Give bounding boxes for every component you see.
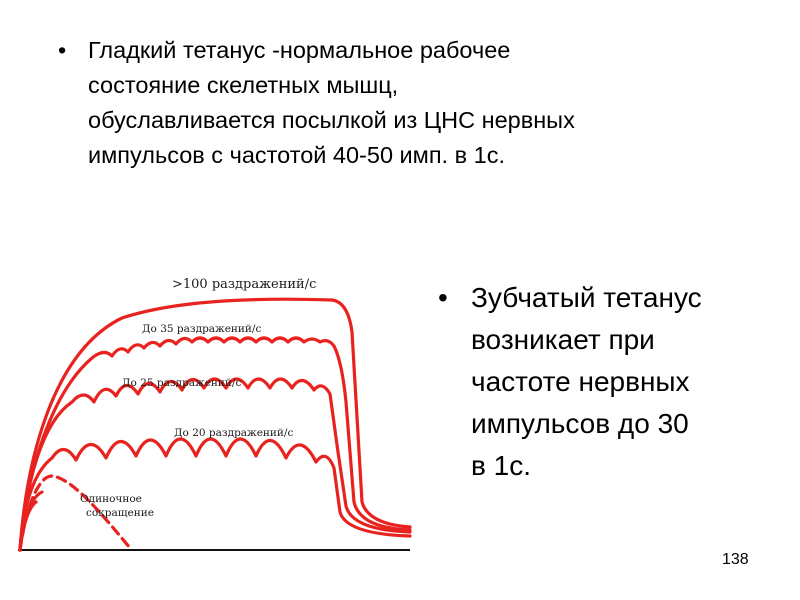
tetanus-figure <box>12 262 412 562</box>
label-up-to-35: До 35 раздражений/с <box>142 323 262 335</box>
label-over-100: >100 раздражений/с <box>172 277 317 292</box>
bullet-line: возникает при <box>471 324 655 355</box>
bullet-line: импульсов с частотой 40-50 имп. в 1с. <box>88 142 505 168</box>
label-up-to-25: До 25 раздражений/с <box>122 377 242 389</box>
label-single-line1: Одиночное <box>80 493 142 505</box>
bullet-marker: • <box>58 37 67 63</box>
bullet-serrated-tetanus <box>438 277 788 487</box>
bullet-text <box>88 33 758 173</box>
tetanus-curves-svg <box>12 262 412 562</box>
bullet-line: Зубчатый тетанус <box>471 282 702 313</box>
bullet-line: в 1с. <box>471 450 532 481</box>
bullet-line: импульсов до 30 <box>471 408 689 439</box>
bullet-line: частоте нервных <box>471 366 690 397</box>
bullet-marker: • <box>438 282 448 313</box>
bullet-line: Гладкий тетанус -нормальное рабочее <box>88 37 511 63</box>
bullet-smooth-tetanus <box>58 33 758 173</box>
curve-35-per-second <box>20 338 410 550</box>
bullet-text <box>471 277 788 487</box>
page-number: 138 <box>722 551 749 568</box>
label-up-to-20: До 20 раздражений/с <box>174 427 294 439</box>
label-single-line2: сокращение <box>86 507 154 519</box>
bullet-line: состояние скелетных мышц, <box>88 72 399 98</box>
bullet-line: обуславливается посылкой из ЦНС нервных <box>88 107 575 133</box>
